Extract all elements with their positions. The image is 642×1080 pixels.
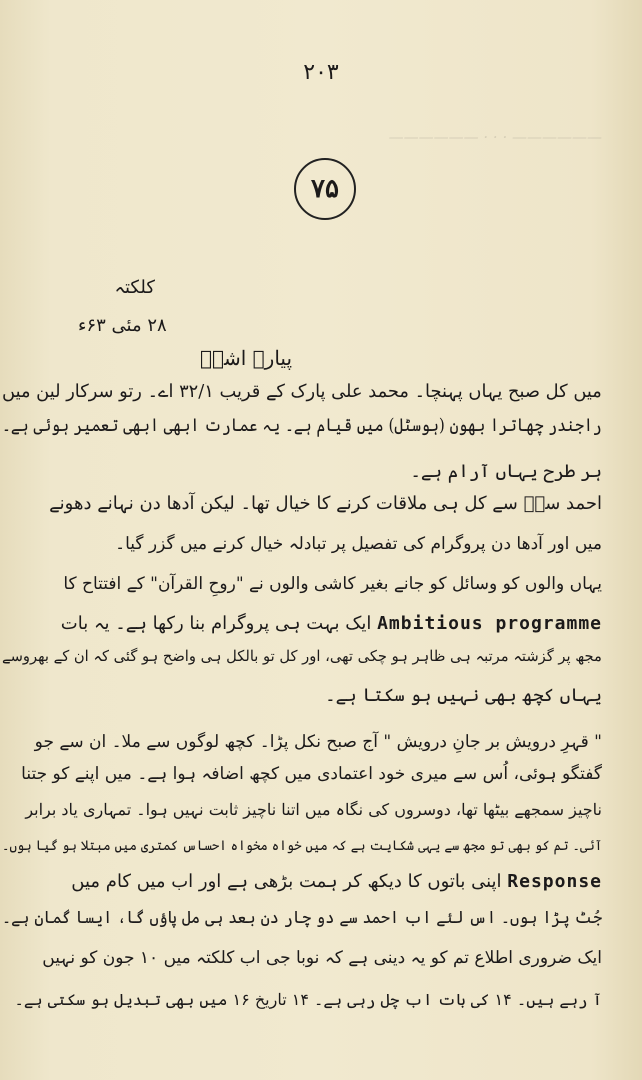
body-line-with-latin	[71, 870, 602, 894]
body-line: گفتگو ہوئی، اُس سے میری خود اعتمادی میں کچھ اضافہ ہوا ہے۔ میں اپنے کو جتنا	[21, 764, 602, 784]
letter-number: ۷۵	[311, 174, 339, 204]
body-line: یہاں والوں کو وسائل کو جانے بغیر کاشی والوں نے "روحِ القرآن" کے افتتاح کا	[63, 574, 602, 594]
body-line: احمد سرؔ سے کل ہی ملاقات کرنے کا خیال تھا۔ لیکن آدھا دن نہانے دھونے	[49, 493, 602, 514]
body-line: مجھ پر گزشتہ مرتبہ ہی ظاہر ہو چکی تھی، اور کل تو بالکل ہی واضح ہو گئی کہ ان کے بھروسے	[2, 647, 602, 665]
body-line: راجندر چھاترا بھون (ہوسٹل) میں قیام ہے۔ یہ عمارت ابھی ابھی تعمیر ہوئی ہے۔	[2, 415, 602, 436]
body-line: آ رہے ہیں۔ ۱۴ کی بات اب چل رہی ہے۔ ۱۴ تاریخ ۱۶ میں بھی تبدیل ہو سکتی ہے۔	[14, 990, 602, 1009]
latin-word: Response	[507, 871, 602, 892]
body-line: آئی۔ تم کو بھی تو مجھ سے یہی شکایت ہے کہ میں خواہ مخواہ احساس کمتری میں مبتلا ہو گیا ہوں۔	[1, 838, 602, 854]
body-line: ناچیز سمجھے بیٹھا تھا، دوسروں کی نگاہ میں اتنا ناچیز ثابت نہیں ہوا۔ تمہاری یاد برابر	[25, 800, 602, 819]
page-number: ۲۰۳	[303, 60, 339, 85]
body-line: " قہرِ درویش بر جانِ درویش " آج صبح نکل پڑا۔ کچھ لوگوں سے ملا۔ ان سے جو	[34, 732, 602, 752]
body-line: ہر طرح یہاں آرام ہے۔	[410, 461, 602, 482]
body-text-segment: اپنی باتوں کا دیکھ کر ہمت بڑھی ہے اور اب میں کام میں	[71, 871, 502, 892]
body-line: یہاں کچھ بھی نہیں ہو سکتا ہے۔	[325, 685, 602, 706]
salutation: پیارے اشرؔ	[200, 346, 293, 370]
bleed-through-text: —————— · · · ——————	[388, 128, 602, 146]
body-line: میں کل صبح یہاں پہنچا۔ محمد علی پارک کے قریب ۳۲/۱ اے۔ رتو سرکار لین میں	[2, 381, 602, 402]
body-line: جُٹ پڑا ہوں۔ اس لئے اب احمد سے دو چار دن بعد ہی مل پاؤں گا، ایسا گمان ہے۔	[1, 908, 602, 928]
body-text-segment: ایک بہت ہی پروگرام بنا رکھا ہے۔ یہ بات	[60, 613, 372, 634]
latin-phrase: Ambitious programme	[377, 613, 602, 634]
body-line: میں اور آدھا دن پروگرام کی تفصیل پر تبادلہ خیال کرنے میں گزر گیا۔	[115, 534, 602, 554]
letter-date: ۲۸ مئی ۶۳ء	[78, 315, 167, 336]
letter-city: کلکتہ	[114, 277, 155, 298]
body-line-with-latin	[61, 612, 602, 636]
letter-number-circle	[294, 158, 356, 220]
body-line: ایک ضروری اطلاع تم کو یہ دینی ہے کہ نوبا جی اب کلکتہ میں ۱۰ جون کو نہیں	[42, 948, 602, 968]
